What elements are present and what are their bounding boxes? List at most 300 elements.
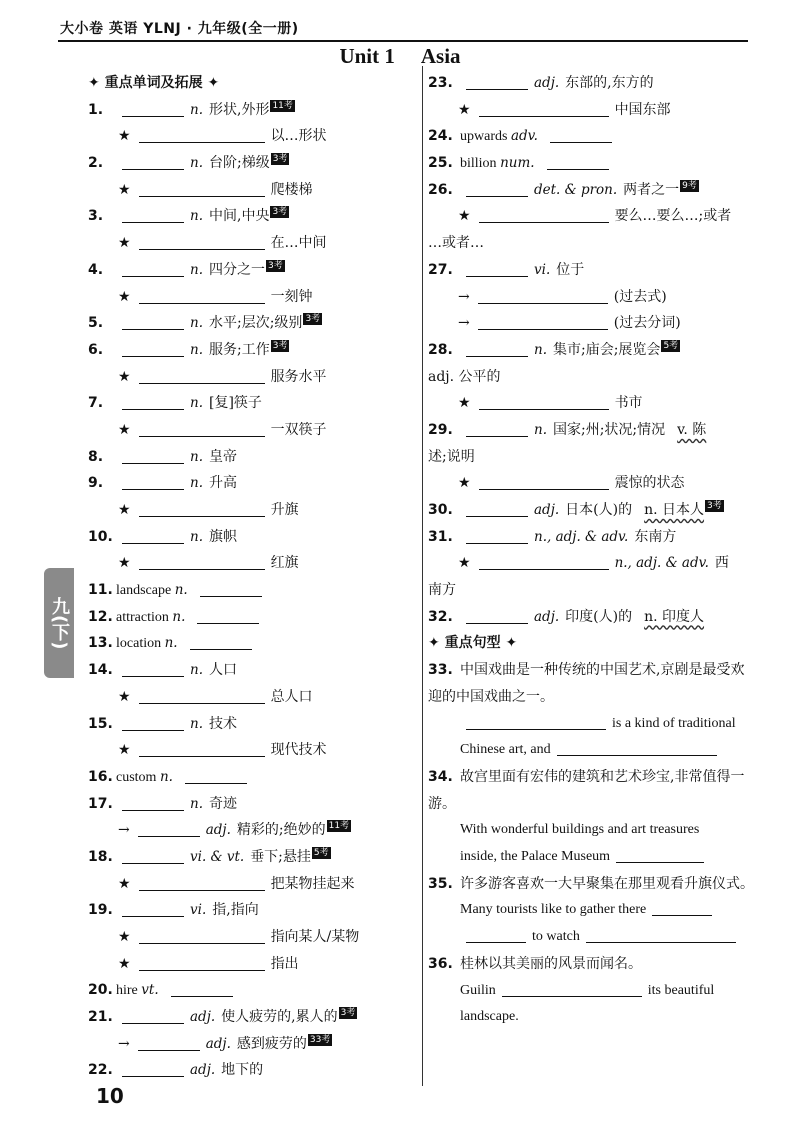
english-line [428,1004,758,1031]
chinese-meaning: 使人疲劳的,累人的 [221,1009,338,1026]
item-number: 9. [88,475,104,492]
part-of-speech: n. [190,448,203,465]
part-of-speech: adj. [190,1062,216,1079]
chinese-meaning: 集市;庙会;展览会 [553,341,661,358]
star-icon: ★ [118,181,131,198]
english-text: Many tourists like to gather there [460,902,647,918]
continuation-text: …或者… [428,235,484,252]
english-line [428,978,758,1005]
chinese-meaning: 奇迹 [209,795,237,812]
chinese-meaning: 日本(人)的 [565,502,633,518]
chinese-meaning: 要么…要么…;或者 [614,208,732,225]
sub-item [88,951,420,978]
vocab-item [88,1057,420,1084]
item-number: 19. [88,902,113,919]
page-title [0,44,800,69]
sub-item [88,871,420,898]
chinese-meaning: 爬楼梯 [270,181,313,198]
star-icon: ★ [118,288,131,305]
answer-blank[interactable] [139,287,265,304]
answer-blank[interactable] [466,926,526,943]
vocab-item [88,470,420,497]
answer-blank[interactable] [139,233,265,250]
part-of-speech: adj. [534,608,560,625]
answer-blank[interactable] [122,660,184,677]
item-number: 3. [88,208,104,225]
item-number: 35. [428,875,453,892]
exam-count-badge: 11考 [272,100,293,111]
continuation-line [428,230,758,257]
english-word: landscape [116,583,175,599]
vocab-item [88,444,420,471]
answer-blank[interactable] [547,153,609,170]
english-text: landscape. [460,1009,519,1025]
star-icon: ★ [118,235,131,252]
sub-item [88,364,420,391]
answer-blank[interactable] [122,847,184,864]
star-icon: ★ [118,929,131,945]
chinese-meaning: 现代技术 [270,742,327,759]
answer-blank[interactable] [466,260,528,277]
item-number: 33. [428,662,453,679]
answer-blank[interactable] [122,206,184,223]
chinese-meaning: 感到疲劳的 [236,1035,307,1052]
item-number: 28. [428,341,453,358]
vocab-item [428,417,758,444]
answer-blank[interactable] [122,260,184,277]
answer-blank[interactable] [122,1060,184,1077]
answer-blank[interactable] [122,447,184,464]
arrow-icon: → [118,1035,130,1052]
part-of-speech: adj. [534,75,560,91]
answer-blank[interactable] [122,900,184,917]
english-text: Chinese art, and [460,742,551,758]
answer-blank[interactable] [502,980,642,997]
answer-blank[interactable] [139,126,265,143]
star-icon: ★ [118,955,131,972]
part-of-speech: n. [159,768,173,785]
sub-item [88,817,420,844]
sub-item [88,1031,420,1058]
chinese-meaning: [复]筷子 [209,395,262,412]
right-column [428,70,758,1031]
answer-blank[interactable] [466,527,528,544]
continuation-text: 南方 [428,582,456,599]
chinese-sentence: 桂林以其美丽的风景而闻名。 [460,955,642,972]
answer-blank[interactable] [122,714,184,731]
star-icon: ★ [458,555,471,572]
item-number: 30. [428,502,453,518]
chinese-meaning: (过去分词) [613,315,681,332]
answer-blank[interactable] [138,820,200,837]
vocab-item [428,177,758,204]
part-of-speech: n., adj. & adv. [534,528,629,545]
answer-blank[interactable] [122,153,184,170]
answer-blank[interactable] [122,527,184,544]
unit-name: Asia [420,44,461,68]
star-icon: ★ [458,395,471,412]
part-of-speech: n. [190,475,203,492]
sub-item [428,310,758,337]
sub-item [88,497,420,524]
unit-label: Unit 1 [339,44,395,68]
chinese-meaning: 两者之一 [623,181,680,198]
answer-blank[interactable] [139,420,265,437]
part-of-speech: n. [190,662,203,679]
answer-blank[interactable] [616,846,704,863]
arrow-icon: → [458,288,470,305]
part-of-speech: n. [190,395,203,412]
chinese-meaning: 以…形状 [270,128,327,145]
item-number: 17. [88,795,113,812]
vocab-item [88,977,420,1004]
exam-count-badge: 3考 [268,260,283,271]
english-word: location [116,636,165,652]
chinese-meaning: 一刻钟 [270,288,313,305]
answer-blank[interactable] [122,313,184,330]
sub-item [88,550,420,577]
vocab-item [428,257,758,284]
vocab-item [428,524,758,551]
sub-item [88,737,420,764]
part-of-speech: vi. [190,902,207,919]
answer-blank[interactable] [139,927,265,944]
item-number: 2. [88,155,104,172]
part-of-speech: adj. [205,1035,231,1052]
chinese-meaning: 四分之一 [209,261,265,278]
answer-blank[interactable] [466,713,606,730]
item-number: 34. [428,768,453,785]
item-number: 13. [88,635,113,652]
chinese-meaning: 形状,外形 [209,101,270,118]
answer-blank[interactable] [139,500,265,517]
vocab-item [88,711,420,738]
arrow-icon: → [458,315,470,332]
item-number: 15. [88,715,113,732]
vocab-item [428,123,758,150]
english-text: inside, the Palace Museum [460,849,611,865]
english-text: With wonderful buildings and art treasures [460,822,700,838]
chinese-meaning: 震惊的状态 [614,475,685,492]
answer-blank[interactable] [466,500,528,517]
part-of-speech: n. [190,715,203,732]
star-icon: ★ [118,128,131,145]
chinese-meaning: 水平;层次;级别 [209,315,303,332]
answer-blank[interactable] [139,954,265,971]
chinese-meaning: (过去式) [613,288,667,305]
grade-side-tab: 九(下) [44,568,74,678]
answer-blank[interactable] [122,473,184,490]
exam-count-badge: 3考 [340,1008,356,1019]
chinese-meaning: 总人口 [270,688,313,705]
part-of-speech: n., adj. & adv. [614,555,709,572]
answer-blank[interactable] [557,739,717,756]
chinese-meaning: 一双筷子 [270,421,327,438]
vocab-item [88,630,420,657]
chinese-meaning: 服务;工作 [209,341,270,358]
answer-blank[interactable] [122,1007,184,1024]
vocab-item [428,497,758,524]
part-of-speech: n. [190,315,203,332]
sub-item [428,284,758,311]
answer-blank[interactable] [139,740,265,757]
continuation-line [428,444,758,471]
item-number: 8. [88,448,104,465]
english-line [428,924,758,951]
answer-blank[interactable] [139,874,265,891]
english-line [428,737,758,764]
part-of-speech: adj. [205,822,231,839]
answer-blank[interactable] [478,313,608,330]
continuation-line [428,577,758,604]
chinese-meaning: 垂下;悬挂 [250,848,311,865]
item-number: 36. [428,955,453,972]
vocab-item [88,764,420,791]
answer-blank[interactable] [652,899,712,916]
answer-blank[interactable] [139,367,265,384]
answer-blank[interactable] [197,607,259,624]
part-of-speech: vi. [534,261,551,278]
sub-item [88,284,420,311]
part-of-speech: n. [164,635,178,652]
column-divider [422,66,423,1086]
chinese-meaning: 地下的 [221,1062,264,1079]
chinese-meaning: 把某物挂起来 [270,875,355,892]
item-number: 26. [428,181,453,198]
answer-blank[interactable] [466,420,528,437]
chinese-sentence: 故宫里面有宏伟的建筑和艺术珍宝,非常值得一游。 [428,768,745,812]
chinese-sentence: 许多游客喜欢一大早聚集在那里观看升旗仪式。 [460,875,754,892]
part-of-speech: vt. [141,982,159,999]
chinese-meaning: 精彩的;绝妙的 [236,822,326,839]
item-number: 21. [88,1009,113,1026]
english-word: custom [116,769,160,785]
item-number: 27. [428,261,453,278]
exam-count-badge: 5考 [313,847,329,858]
extra-meaning: v. 陈 [677,421,707,438]
vocab-item [88,791,420,818]
star-icon: ★ [118,688,131,705]
english-line [428,897,758,924]
chinese-meaning: 旗帜 [209,528,237,545]
exam-count-badge: 3考 [272,207,288,218]
star-icon: ★ [118,555,131,572]
answer-blank[interactable] [122,393,184,410]
star-icon: ★ [118,502,131,518]
item-number: 18. [88,848,113,865]
vocab-item [88,657,420,684]
exam-count-badge: 5考 [663,340,679,351]
vocab-item [88,604,420,631]
vocab-item [428,604,758,631]
part-of-speech: n. [190,208,203,225]
chinese-meaning: 红旗 [270,555,299,572]
chinese-meaning: 中国东部 [614,101,671,118]
chinese-meaning: 国家;州;状况;情况 [553,421,666,438]
vocab-item [428,70,758,97]
vocab-item [88,150,420,177]
answer-blank[interactable] [122,794,184,811]
part-of-speech: adj. [534,502,560,518]
answer-blank[interactable] [466,73,528,90]
answer-blank[interactable] [479,393,609,410]
answer-blank[interactable] [466,180,528,197]
continuation-text: 述;说明 [428,448,475,465]
answer-blank[interactable] [479,100,609,117]
item-number: 14. [88,662,113,679]
item-number: 16. [88,768,113,785]
sentence-item [428,871,758,951]
item-number: 10. [88,528,113,545]
item-number: 31. [428,528,453,545]
answer-blank[interactable] [190,633,252,650]
chinese-meaning: 指,指向 [212,902,259,919]
book-header: 大小卷 英语 YLNJ · 九年级(全一册) [60,21,299,37]
section-heading-sentences: ✦ 重点句型 ✦ [428,635,518,652]
chinese-meaning: 台阶;梯级 [209,155,270,172]
english-line [428,844,758,871]
answer-blank[interactable] [171,980,233,997]
chinese-meaning: 书市 [614,395,643,412]
chinese-meaning: 服务水平 [270,368,327,385]
sub-item [88,230,420,257]
sentence-chinese [428,764,758,817]
chinese-meaning: 东部的,东方的 [565,75,654,91]
answer-blank[interactable] [586,926,736,943]
part-of-speech: n. [534,341,547,358]
sentence-chinese [428,951,758,978]
exam-count-badge: 3考 [305,314,321,325]
part-of-speech: n. [190,795,203,812]
answer-blank[interactable] [122,100,184,117]
answer-blank[interactable] [479,473,609,490]
answer-blank[interactable] [122,340,184,357]
continuation-text: adj. 公平的 [428,368,501,385]
item-number: 5. [88,315,104,332]
vocab-item [88,203,420,230]
part-of-speech: n. [174,582,188,599]
answer-blank[interactable] [139,180,265,197]
sub-item [88,924,420,951]
item-number: 6. [88,341,104,358]
item-number: 7. [88,395,104,412]
vocab-item [88,1004,420,1031]
item-number: 24. [428,128,453,145]
star-icon: ★ [458,475,471,492]
vocab-item [428,337,758,364]
chinese-meaning: 位于 [556,261,585,278]
answer-blank[interactable] [139,687,265,704]
item-number: 1. [88,101,104,118]
vocab-item [88,310,420,337]
answer-blank[interactable] [200,580,262,597]
exam-count-badge: 3考 [707,501,722,511]
part-of-speech: n. [190,528,203,545]
chinese-meaning: 升高 [209,475,237,492]
part-of-speech: n. [190,261,203,278]
answer-blank[interactable] [478,287,608,304]
part-of-speech: num. [500,155,535,172]
item-number: 29. [428,421,453,438]
item-number: 32. [428,608,453,625]
left-column [88,70,420,1084]
answer-blank[interactable] [138,1034,200,1051]
chinese-meaning: 技术 [209,715,237,732]
answer-blank[interactable] [466,340,528,357]
part-of-speech: det. & pron. [534,181,618,198]
part-of-speech: n. [172,608,186,625]
chinese-meaning: 指向某人/某物 [270,929,360,945]
extra-meaning: n. 日本人 [644,502,705,518]
continuation-line [428,364,758,391]
sentence-item [428,951,758,1031]
item-number: 4. [88,261,104,278]
answer-blank[interactable] [479,206,609,223]
vocab-item [88,97,420,124]
vocab-item [88,897,420,924]
chinese-meaning: 印度(人)的 [565,608,633,625]
chinese-meaning: 西 [714,555,729,572]
exam-count-badge: 33考 [309,1034,331,1045]
star-icon: ★ [118,742,131,759]
star-icon: ★ [458,101,471,118]
english-text: is a kind of traditional [612,715,736,731]
english-word: billion [460,156,501,172]
star-icon: ★ [118,421,131,438]
english-line [428,817,758,844]
english-text: its beautiful [647,982,715,998]
english-text: to watch [532,929,580,945]
answer-blank[interactable] [479,553,609,570]
part-of-speech: vi. & vt. [190,848,245,865]
chinese-meaning: 指出 [270,955,299,972]
sentence-item [428,657,758,764]
sentence-chinese [428,657,758,710]
section-heading-vocab: ✦ 重点单词及拓展 ✦ [88,75,220,91]
part-of-speech: adj. [190,1009,216,1026]
chinese-meaning: 人口 [209,662,237,679]
english-line [428,711,758,738]
sub-item [428,390,758,417]
chinese-sentence: 中国戏曲是一种传统的中国艺术,京剧是最受欢迎的中国戏曲之一。 [428,662,745,705]
item-number: 11. [88,582,113,599]
star-icon: ★ [458,208,471,225]
answer-blank[interactable] [466,607,528,624]
sub-item [88,123,420,150]
chinese-meaning: 东南方 [634,528,677,545]
english-word: upwards [460,129,511,145]
sub-item [428,97,758,124]
english-word: attraction [116,609,173,625]
chinese-meaning: 在…中间 [270,235,327,252]
vocab-item [88,524,420,551]
item-number: 23. [428,75,453,91]
answer-blank[interactable] [550,126,612,143]
item-number: 12. [88,608,113,625]
chinese-meaning: 皇帝 [209,448,237,465]
exam-count-badge: 3考 [272,340,288,351]
sentence-chinese [428,871,758,898]
chinese-meaning: 中间,中央 [209,208,270,225]
sub-item [88,177,420,204]
sub-item [428,550,758,577]
sub-item [428,203,758,230]
answer-blank[interactable] [185,767,247,784]
answer-blank[interactable] [139,553,265,570]
exam-count-badge: 11考 [328,821,350,832]
header-rule [58,40,748,42]
star-icon: ★ [118,368,131,385]
